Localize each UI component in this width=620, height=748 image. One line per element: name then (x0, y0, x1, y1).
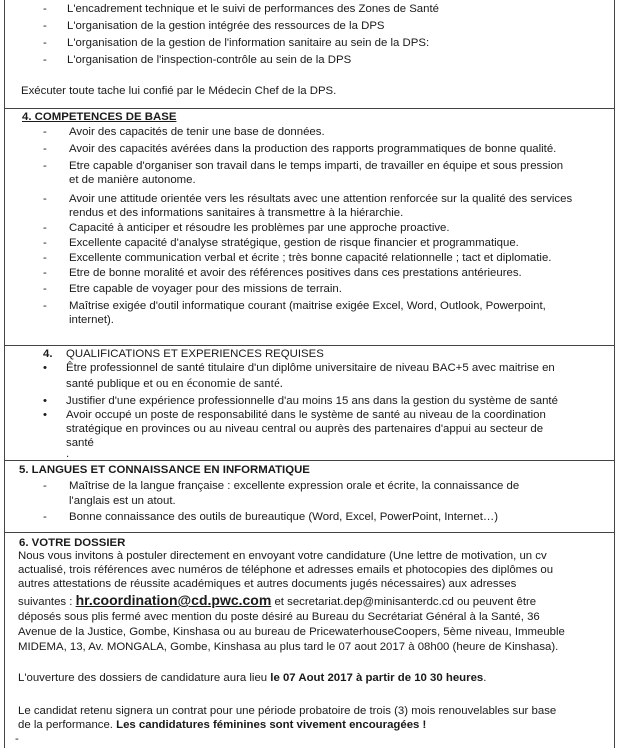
list-item-continuation: stratégique en provinces ou au niveau central ou auprès des partenaires d'appui au secteur de (66, 423, 544, 435)
list-dash: - (43, 160, 47, 172)
paragraph-line: actualisé, trois références avec numéros de téléphone et adresses emails et photocopies des diplômes ou (18, 564, 554, 576)
list-item: L'organisation de l'inspection-contrôle au sein de la DPS (67, 54, 352, 66)
list-dash: - (43, 267, 47, 279)
section-heading: 6. VOTRE DOSSIER (19, 537, 126, 549)
list-item: Capacité à anticiper et résoudre les problèmes par une approche proactive. (69, 222, 450, 234)
list-item: Bonne connaissance des outils de bureautique (Word, Excel, PowerPoint, Internet…) (69, 511, 499, 523)
text-fragment: ou en économie de santé. (155, 376, 283, 390)
closing-text: Exécuter toute tache lui confié par le Médecin Chef de la DPS. (21, 85, 337, 97)
list-dash: - (43, 511, 47, 523)
section-competences (4, 109, 615, 346)
list-item: Excellente communication verbal et écrite ; très bonne capacité relationnelle ; tact et diplomatie. (69, 252, 552, 264)
trailing-dash: - (15, 733, 19, 745)
paragraph-line: Nous vous invitons à postuler directement en envoyant votre candidature (Une lettre de motivation, un cv (18, 550, 547, 562)
list-item-continuation: santé (66, 437, 94, 449)
paragraph-line (18, 672, 486, 686)
text-fragment: de la performance. (18, 719, 117, 731)
list-item: Avoir des capacités avérées dans la production des rapports programmatiques de bonne qualité. (69, 143, 557, 155)
text-fragment: suivantes : (18, 596, 76, 608)
list-item: Etre capable de voyager pour des missions de terrain. (69, 283, 342, 295)
paragraph-line (18, 719, 426, 733)
list-item: Justifier d'une expérience professionnelle d'au moins 15 ans dans la gestion du système de santé (66, 395, 558, 407)
paragraph-line: déposés sous plis fermé avec mention du poste désiré au Bureau du Secrétariat Général à la Santé, 36 (18, 611, 540, 623)
list-dash: - (43, 283, 47, 295)
list-dash: - (43, 300, 47, 312)
bullet-icon: • (43, 395, 47, 407)
section-languages (4, 461, 615, 533)
encouragement-text: Les candidatures féminines sont vivement encouragées ! (116, 719, 427, 731)
list-dash: - (43, 252, 47, 264)
list-item: Etre capable d'organiser son travail dans le temps imparti, de travailler en équipe et sous pression (69, 160, 564, 172)
text-fragment: et secretariat.dep@minisanterdc.cd ou peuvent être (271, 596, 537, 608)
list-dash: - (43, 126, 47, 138)
list-dash: - (43, 143, 47, 155)
list-item: Avoir une attitude orientée vers les résultats avec une attention renforcée sur la qualité des services (69, 193, 573, 205)
bullet-icon: • (43, 409, 47, 421)
section-application (4, 533, 615, 748)
paragraph-line: Le candidat retenu signera un contrat pour une période probatoire de trois (3) mois renouvelables sur base (18, 705, 557, 717)
section-heading: QUALIFICATIONS ET EXPERIENCES REQUISES (66, 348, 324, 360)
list-item-continuation: et de manière autonome. (69, 174, 196, 186)
section-qualifications (4, 346, 615, 461)
section-responsibilities (4, 0, 615, 109)
list-item: Maîtrise exigée d'outil informatique courant (maitrise exigée Excel, Word, Outlook, Powerpoint, (69, 300, 546, 312)
list-item-continuation: internet). (69, 314, 114, 326)
paragraph-line: MIDEMA, 13, Av. MONGALA, Gombe, Kinshasa au plus tard le 07 aout 2017 à 08h00 (heure de Kinshasa). (18, 641, 559, 653)
list-item: Avoir des capacités de tenir une base de données. (69, 126, 325, 138)
list-dash: - (43, 3, 47, 15)
list-item: Maîtrise de la langue française : excellente expression orale et écrite, la connaissance de (69, 480, 520, 492)
list-dash: - (43, 237, 47, 249)
list-item: L'encadrement technique et le suivi de performances des Zones de Santé (67, 3, 439, 15)
text-fragment: . (483, 672, 487, 684)
section-heading: 5. LANGUES ET CONNAISSANCE EN INFORMATIQUE (19, 464, 310, 476)
list-dash: - (43, 193, 47, 205)
paragraph-line: Avenue de la Justice, Gombe, Kinshasa ou au bureau de PricewaterhouseCoopers, 5ème niveau, Immeuble (18, 626, 565, 638)
date-emphasis: le 07 Aout 2017 à partir de 10 30 heures (270, 672, 484, 684)
list-item: Etre de bonne moralité et avoir des références positives dans ces prestations antérieures. (69, 267, 522, 279)
list-dash: - (43, 222, 47, 234)
list-item-continuation: l'anglais est un atout. (69, 495, 176, 507)
list-item: L'organisation de la gestion de l'information sanitaire au sein de la DPS: (67, 37, 430, 49)
list-item-continuation: rendus et des informations sanitaires à transmettre à la hiérarchie. (69, 207, 404, 219)
email-link[interactable]: hr.coordination@cd.pwc.com (75, 592, 272, 608)
paragraph-line: autres attestations de réussite académiques et autres documents jugés nécessaires) aux adresses (18, 578, 517, 590)
list-dash: - (43, 20, 47, 32)
list-item: L'organisation de la gestion intégrée des ressources de la DPS (67, 20, 385, 32)
list-dash: - (43, 480, 47, 492)
paragraph-line (18, 594, 536, 610)
text-fragment: L'ouverture des dossiers de candidature aura lieu (18, 672, 271, 684)
list-item-continuation (66, 377, 283, 392)
section-heading: 4. COMPETENCES DE BASE (22, 111, 177, 123)
list-item: Être professionnel de santé titulaire d'un diplôme universitaire de niveau BAC+5 avec maitrise en (66, 362, 555, 374)
list-dash: - (43, 37, 47, 49)
section-number: 4. (43, 348, 53, 360)
list-item: Excellente capacité d'analyse stratégique, gestion de risque financier et programmatique. (69, 237, 519, 249)
bullet-icon: • (43, 362, 47, 374)
list-dash: - (43, 54, 47, 66)
text-fragment: santé publique et (66, 378, 156, 390)
trailing-dot: . (66, 448, 70, 460)
list-item: Avoir occupé un poste de responsabilité dans le système de santé au niveau de la coordination (66, 409, 546, 421)
